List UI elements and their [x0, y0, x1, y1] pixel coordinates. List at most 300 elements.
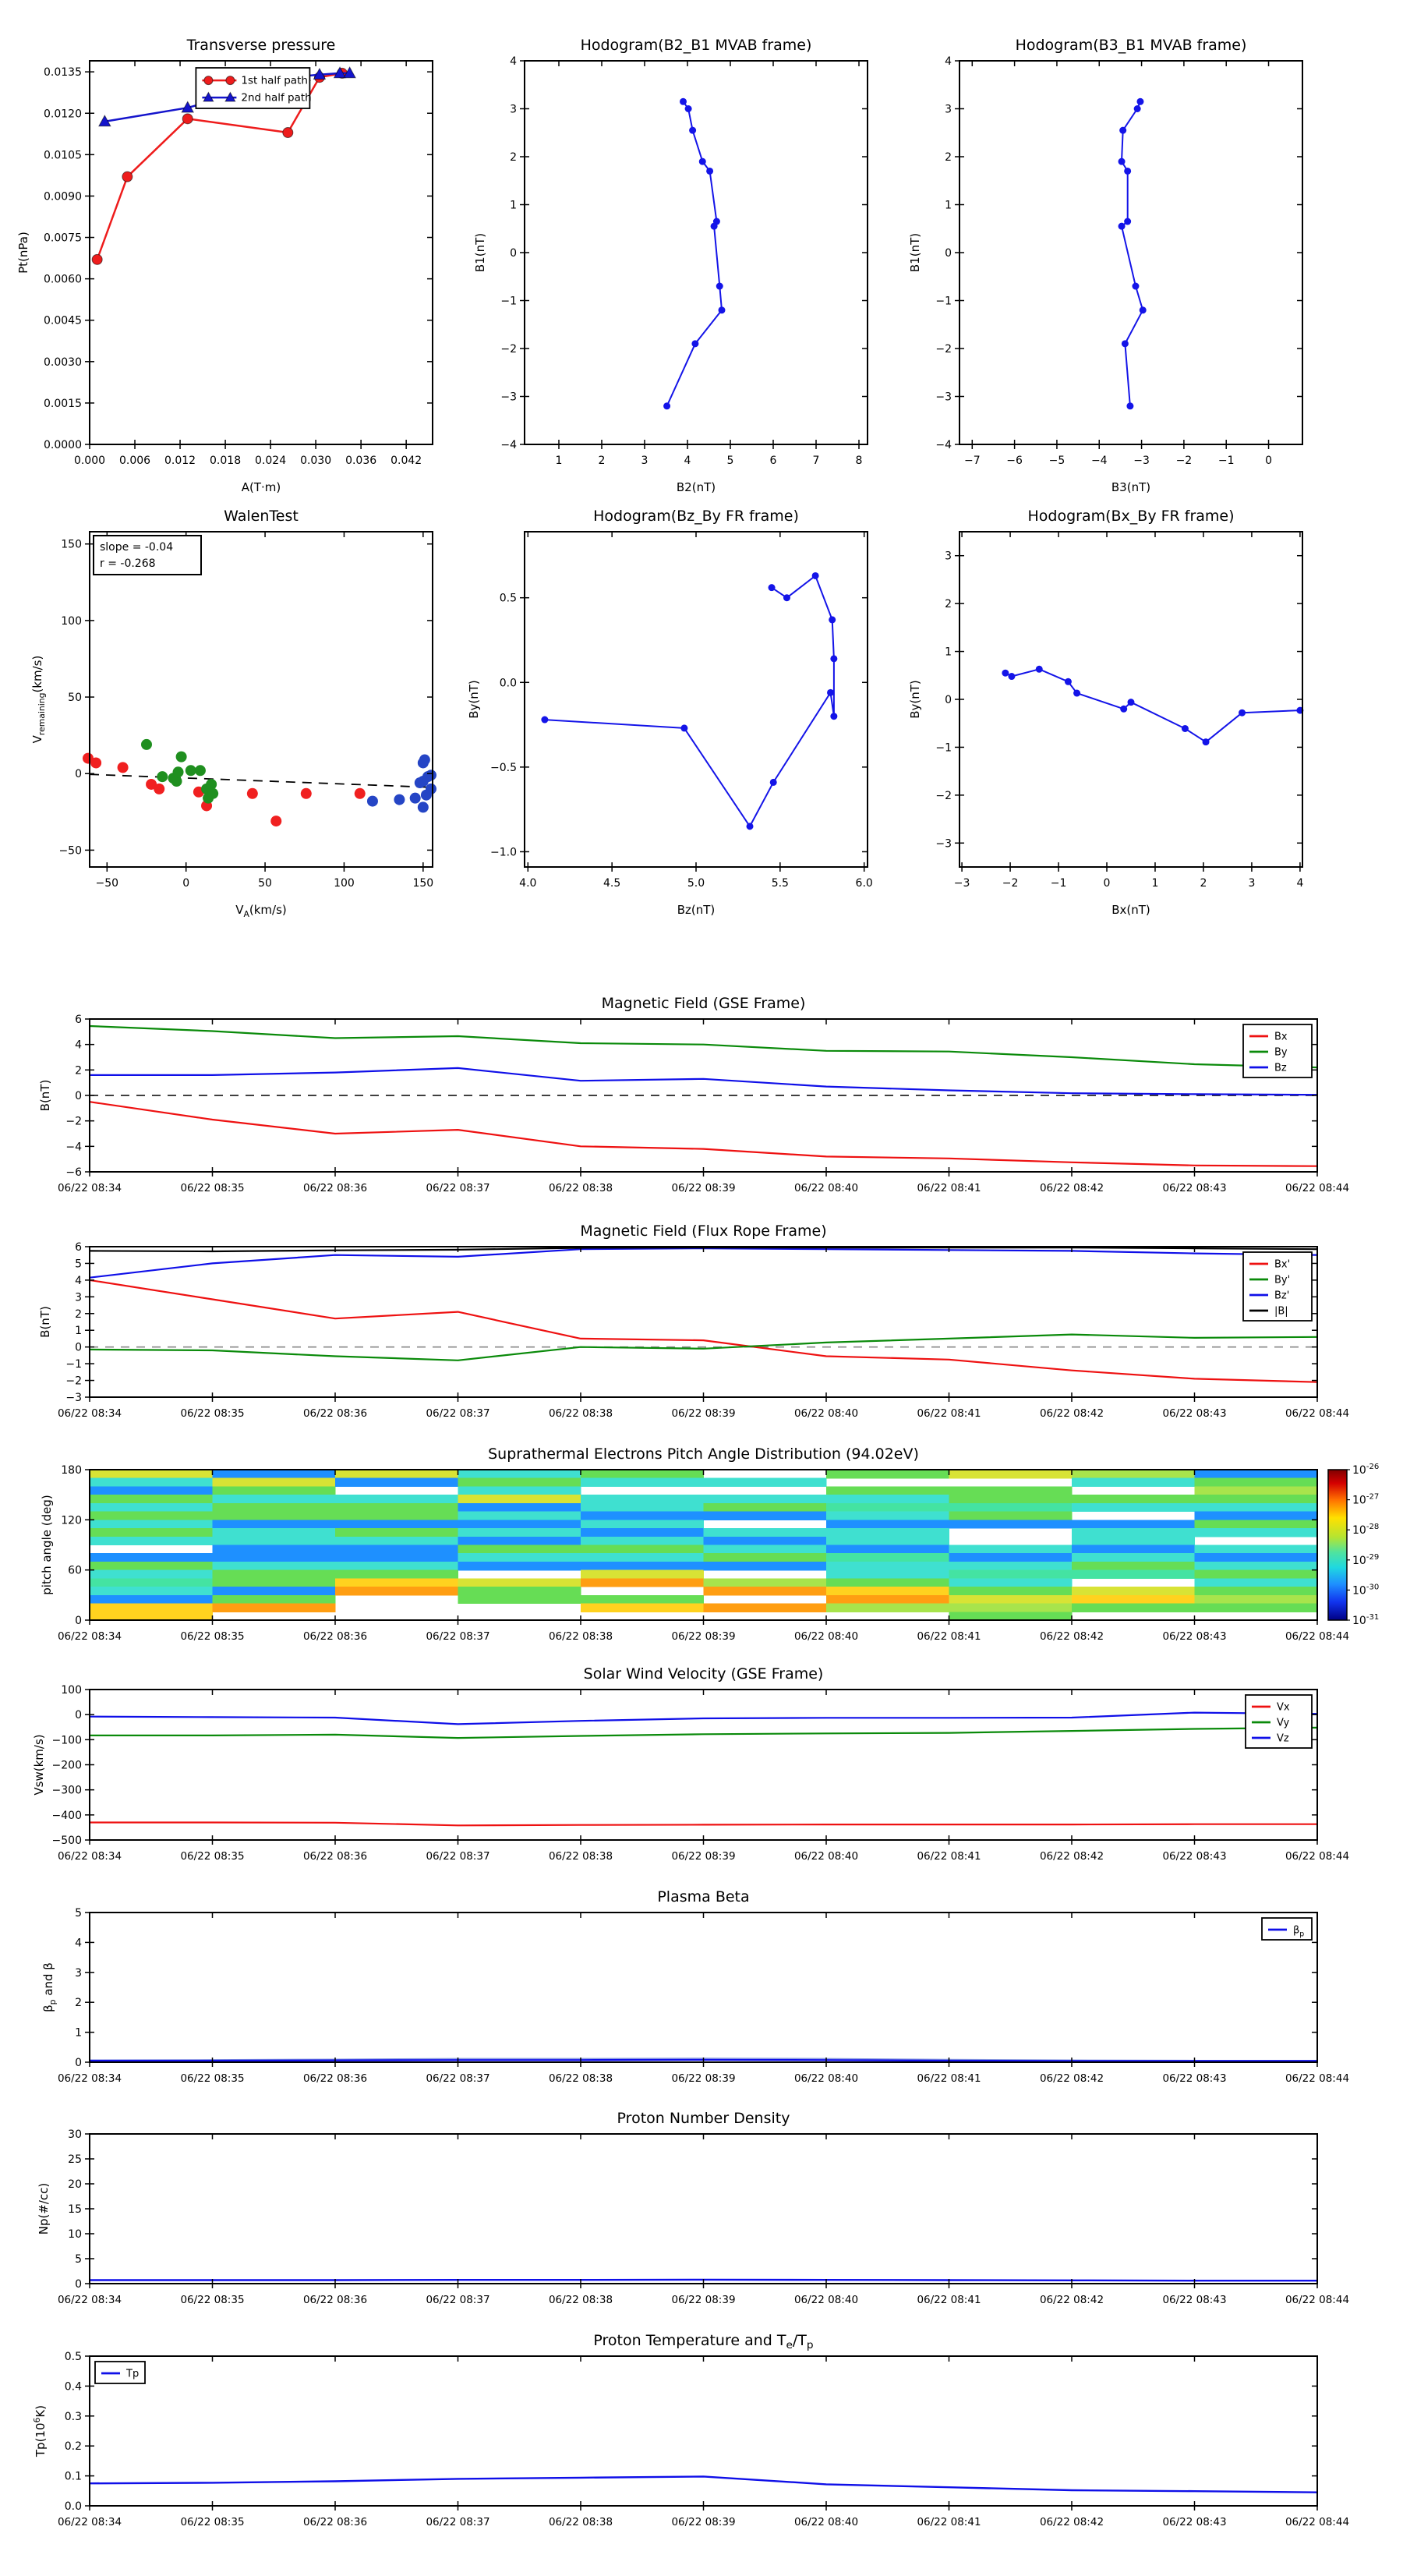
x-tick-label: 06/22 08:35 — [180, 2516, 245, 2528]
colorbar-tick-label: $10^{-30}$ — [1352, 1583, 1380, 1598]
heatmap-cell — [335, 1570, 458, 1579]
x-tick-label: 06/22 08:34 — [57, 1182, 122, 1194]
panel-hodogram-bxby — [908, 508, 1303, 917]
heatmap-cell — [581, 1537, 704, 1545]
y-tick-label: 120 — [61, 1514, 82, 1527]
y-tick-label: 50 — [68, 692, 82, 705]
heatmap-cell — [90, 1553, 213, 1562]
series-line — [90, 2476, 1317, 2492]
x-tick-label: 06/22 08:41 — [917, 2516, 981, 2528]
heatmap-cell — [581, 1470, 704, 1478]
x-tick-label: 06/22 08:43 — [1162, 1182, 1227, 1194]
marker-dot — [827, 689, 834, 696]
x-tick-label: −2 — [1002, 877, 1019, 890]
y-tick-label: 1 — [945, 199, 952, 212]
x-tick-label: 06/22 08:40 — [793, 1850, 859, 1863]
heatmap-cell — [90, 1537, 213, 1545]
heatmap-cell — [213, 1604, 336, 1612]
axes-frame — [525, 61, 868, 444]
heatmap-cell — [581, 1528, 704, 1537]
legend-label: Vy — [1277, 1717, 1290, 1729]
heatmap-cell — [1072, 1570, 1195, 1579]
y-tick-label: 15 — [68, 2203, 82, 2216]
y-tick-label: 0 — [945, 694, 952, 706]
axis-ticks — [500, 55, 868, 467]
y-tick-label: 0.0105 — [44, 149, 82, 162]
panel-hodogram-b3b1 — [908, 37, 1302, 494]
legend-label: $\beta_p$ — [1293, 1924, 1305, 1939]
marker-dot — [1239, 709, 1246, 717]
heatmap-cell — [1195, 1595, 1318, 1604]
heatmap-cell — [1072, 1604, 1195, 1612]
marker-dot — [270, 816, 281, 826]
heatmap-cell — [826, 1545, 949, 1554]
x-tick-label: 06/22 08:34 — [57, 2516, 122, 2528]
x-tick-label: 0.012 — [164, 455, 196, 467]
x-tick-label: 06/22 08:36 — [302, 2294, 368, 2306]
heatmap-cell — [335, 1520, 458, 1528]
x-tick-label: 4 — [1296, 877, 1304, 890]
y-tick-label: −4 — [65, 1141, 82, 1154]
y-tick-label: −2 — [500, 343, 517, 356]
heatmap-cell — [1195, 1478, 1318, 1487]
marker-dot — [141, 739, 152, 750]
x-tick-label: 06/22 08:40 — [793, 2072, 859, 2085]
heatmap-cell — [90, 1495, 213, 1503]
x-tick-label: 06/22 08:40 — [793, 1630, 859, 1643]
heatmap-cell — [1195, 1495, 1318, 1503]
y-tick-label: 2 — [510, 151, 517, 164]
series-scatter-blue — [367, 755, 436, 813]
x-tick-label: 06/22 08:44 — [1285, 1407, 1350, 1420]
heatmap-cell — [949, 1612, 1073, 1620]
heatmap-cell — [213, 1553, 336, 1562]
heatmap-cell — [1195, 1486, 1318, 1495]
panel-tp — [32, 2332, 1349, 2528]
y-tick-label: 0 — [75, 2057, 82, 2069]
marker-dot — [830, 655, 837, 662]
heatmap-cell — [1195, 1470, 1318, 1478]
x-tick-label: 06/22 08:44 — [1285, 1630, 1350, 1643]
y-tick-label: 2 — [945, 151, 952, 164]
marker-dot — [680, 98, 687, 105]
y-tick-label: 10 — [68, 2228, 82, 2241]
series-Vx — [90, 1823, 1317, 1826]
axes-frame — [90, 1913, 1317, 2062]
heatmap-cell — [581, 1520, 704, 1528]
y-tick-label: 0.0045 — [44, 314, 82, 327]
x-tick-label: 06/22 08:42 — [1039, 1850, 1104, 1863]
y-tick-label: −4 — [935, 439, 952, 451]
heatmap-cell — [826, 1495, 949, 1503]
x-tick-label: 06/22 08:38 — [548, 1630, 613, 1643]
legend — [95, 2362, 145, 2383]
series-Bz — [90, 1068, 1317, 1095]
heatmap-cell — [1195, 1545, 1318, 1554]
heatmap-cell — [949, 1495, 1073, 1503]
marker-circle — [283, 128, 293, 138]
heatmap-cell — [704, 1587, 827, 1595]
series-B2B1 — [663, 98, 725, 410]
axis-ticks — [58, 1241, 1349, 1420]
marker-dot — [118, 762, 129, 773]
heatmap-cell — [90, 1578, 213, 1587]
y-tick-label: 150 — [61, 538, 82, 551]
heatmap-cell — [1072, 1503, 1195, 1512]
x-tick-label: 06/22 08:38 — [548, 2294, 613, 2306]
panel-transverse-pressure — [16, 37, 433, 494]
x-tick-label: 06/22 08:35 — [180, 1182, 245, 1194]
series-line — [90, 1102, 1317, 1166]
heatmap-cell — [826, 1562, 949, 1570]
y-tick-label: −2 — [935, 343, 952, 356]
heatmap-cell — [213, 1486, 336, 1495]
x-tick-label: −5 — [1048, 455, 1066, 467]
y-tick-label: −1.0 — [490, 846, 517, 859]
x-tick-label: 50 — [258, 877, 272, 890]
x-tick-label: 06/22 08:41 — [917, 1407, 981, 1420]
y-tick-label: 5 — [75, 2253, 82, 2266]
panel-beta — [41, 1888, 1349, 2085]
heatmap-cell — [90, 1570, 213, 1579]
series-line — [90, 1248, 1317, 1278]
x-tick-label: −2 — [1175, 455, 1193, 467]
series-Bx — [90, 1102, 1317, 1166]
heatmap-cell — [826, 1570, 949, 1579]
colorbar-tick-label: $10^{-31}$ — [1352, 1613, 1380, 1627]
marker-dot — [1126, 402, 1133, 409]
heatmap-cell — [458, 1528, 581, 1537]
marker-dot — [1073, 690, 1080, 697]
x-tick-label: 06/22 08:39 — [671, 2072, 736, 2085]
marker-dot — [207, 788, 218, 799]
chart-title-hodogram-bxby: Hodogram(Bx_By FR frame) — [1027, 508, 1235, 525]
marker-dot — [154, 784, 164, 794]
heatmap-cell — [1072, 1595, 1195, 1604]
y-tick-label: 2 — [75, 1064, 82, 1077]
x-tick-label: 06/22 08:42 — [1039, 1630, 1104, 1643]
heatmap-cell — [90, 1562, 213, 1570]
heatmap-cell — [213, 1512, 336, 1520]
y-tick-label: 1 — [945, 646, 952, 659]
heatmap-cell — [335, 1495, 458, 1503]
x-tick-label: 06/22 08:37 — [426, 1850, 490, 1863]
y-axis-label: B(nT) — [38, 1079, 52, 1112]
y-tick-label: −50 — [58, 844, 82, 858]
x-tick-label: −1 — [1217, 455, 1235, 467]
y-tick-label: 3 — [75, 1291, 82, 1304]
heatmap-cell — [90, 1587, 213, 1595]
y-tick-label: 1 — [510, 199, 517, 212]
x-tick-label: 0.036 — [345, 455, 377, 467]
y-tick-label: 3 — [75, 1966, 82, 1980]
chart-title-vsw: Solar Wind Velocity (GSE Frame) — [583, 1665, 824, 1683]
x-tick-label: 06/22 08:38 — [548, 1182, 613, 1194]
y-tick-label: −6 — [65, 1166, 82, 1179]
heatmap-cell — [1072, 1470, 1195, 1478]
y-tick-label: 4 — [945, 55, 952, 68]
x-tick-label: 7 — [812, 455, 820, 467]
x-tick-label: 06/22 08:43 — [1162, 2516, 1227, 2528]
heatmap-cell — [704, 1528, 827, 1537]
heatmap-cell — [90, 1604, 213, 1612]
x-tick-label: −4 — [1090, 455, 1108, 467]
series-Vz — [90, 1713, 1317, 1725]
x-tick-label: 4 — [684, 455, 691, 467]
colorbar-tick-label: $10^{-29}$ — [1352, 1552, 1380, 1567]
heatmap-cell — [213, 1587, 336, 1595]
x-tick-label: 0.030 — [300, 455, 332, 467]
y-tick-label: −1 — [935, 295, 952, 308]
x-tick-label: 06/22 08:42 — [1039, 2072, 1104, 2085]
heatmap-cell — [213, 1470, 336, 1478]
x-tick-label: 100 — [334, 877, 355, 890]
marker-dot — [691, 340, 698, 347]
x-tick-label: 1 — [555, 455, 563, 467]
x-tick-label: 06/22 08:40 — [793, 1182, 859, 1194]
y-tick-label: 180 — [61, 1464, 82, 1477]
heatmap-cell — [90, 1486, 213, 1495]
marker-dot — [355, 788, 366, 799]
heatmap-cell — [90, 1595, 213, 1604]
x-tick-label: 06/22 08:37 — [426, 2516, 490, 2528]
x-tick-label: 06/22 08:34 — [57, 2072, 122, 2085]
heatmap-cell — [826, 1512, 949, 1520]
y-tick-label: 0.0075 — [44, 232, 82, 245]
y-tick-label: −4 — [500, 439, 517, 451]
axis-ticks — [935, 532, 1303, 890]
x-tick-label: 06/22 08:39 — [671, 2516, 736, 2528]
x-axis-label: Bz(nT) — [677, 903, 716, 917]
y-tick-label: 0 — [75, 1341, 82, 1354]
marker-dot — [663, 402, 670, 409]
marker-dot — [426, 770, 436, 780]
y-tick-label: −3 — [935, 837, 952, 851]
y-tick-label: 0.0 — [64, 2500, 82, 2513]
x-tick-label: 06/22 08:36 — [302, 1182, 368, 1194]
marker-dot — [1119, 223, 1126, 230]
x-tick-label: −3 — [953, 877, 970, 890]
heatmap-cell — [949, 1587, 1073, 1595]
series-Vy — [90, 1728, 1317, 1738]
heatmap-cell — [1072, 1478, 1195, 1487]
x-tick-label: 06/22 08:34 — [57, 1850, 122, 1863]
heatmap-cell — [949, 1595, 1073, 1604]
y-tick-label: 4 — [510, 55, 517, 68]
y-tick-label: 100 — [61, 1684, 82, 1697]
y-tick-label: 2 — [75, 1997, 82, 2010]
heatmap-cell — [949, 1486, 1073, 1495]
y-tick-label: 0 — [510, 247, 517, 260]
heatmap-cell — [1195, 1570, 1318, 1579]
y-axis-label: $\beta_p$ and β — [41, 1962, 58, 2012]
marker-dot — [419, 755, 430, 766]
x-tick-label: 06/22 08:35 — [180, 1850, 245, 1863]
series-line — [90, 1280, 1317, 1382]
y-tick-label: 6 — [75, 1241, 82, 1254]
axis-ticks — [58, 2351, 1349, 2528]
marker-dot — [206, 779, 217, 790]
heatmap-cell — [826, 1587, 949, 1595]
series-By — [90, 1026, 1317, 1067]
marker-circle — [122, 172, 133, 182]
heatmap-cell — [458, 1578, 581, 1587]
legend-label: Vx — [1277, 1701, 1290, 1714]
marker-dot — [830, 713, 837, 720]
marker-dot — [394, 794, 405, 805]
heatmap-cell — [1072, 1587, 1195, 1595]
x-tick-label: 06/22 08:41 — [917, 1850, 981, 1863]
heatmap-cell — [826, 1470, 949, 1478]
x-tick-label: 06/22 08:37 — [426, 1630, 490, 1643]
heatmap-cell — [949, 1553, 1073, 1562]
legend-label: Tp — [126, 2368, 140, 2380]
marker-dot — [770, 779, 777, 786]
heatmap-cell — [826, 1486, 949, 1495]
heatmap-cell — [90, 1512, 213, 1520]
marker-dot — [90, 757, 101, 768]
y-tick-label: 0.0090 — [44, 190, 82, 203]
marker-dot — [367, 796, 378, 807]
x-tick-label: 06/22 08:37 — [426, 2072, 490, 2085]
chart-title-beta: Plasma Beta — [657, 1888, 750, 1905]
series-line — [90, 774, 433, 787]
heatmap-cell — [335, 1578, 458, 1587]
heatmap-cell — [704, 1495, 827, 1503]
panel-vsw — [32, 1665, 1349, 1863]
heatmap-cell — [458, 1595, 581, 1604]
heatmap-cell — [704, 1537, 827, 1545]
heatmap-cell — [949, 1520, 1073, 1528]
x-tick-label: 0.018 — [210, 455, 242, 467]
heatmap-cell — [458, 1545, 581, 1554]
panel-b-fr — [38, 1223, 1349, 1420]
x-tick-label: 3 — [1248, 877, 1256, 890]
y-tick-label: 3 — [945, 550, 952, 563]
x-tick-label: 06/22 08:37 — [426, 1182, 490, 1194]
marker-dot — [1140, 306, 1147, 313]
heatmap-cell — [1195, 1528, 1318, 1537]
x-tick-label: 2 — [598, 455, 606, 467]
heatmap-cell — [826, 1578, 949, 1587]
y-tick-label: 60 — [68, 1564, 82, 1577]
y-tick-label: 6 — [75, 1014, 82, 1026]
marker-dot — [689, 127, 696, 134]
heatmap-cell — [826, 1595, 949, 1604]
y-tick-label: −400 — [51, 1809, 82, 1822]
x-tick-label: 06/22 08:41 — [917, 1630, 981, 1643]
heatmap-cell — [213, 1545, 336, 1554]
x-tick-label: 06/22 08:44 — [1285, 2516, 1350, 2528]
x-tick-label: 06/22 08:36 — [302, 1850, 368, 1863]
x-tick-label: 06/22 08:36 — [302, 1407, 368, 1420]
marker-dot — [747, 823, 754, 830]
heatmap-cell — [581, 1495, 704, 1503]
y-axis-label: $Tp(10^6K)$ — [32, 2404, 48, 2457]
marker-dot — [171, 776, 182, 787]
x-axis-label: B3(nT) — [1111, 480, 1151, 494]
marker-dot — [1132, 283, 1139, 290]
y-axis-label: pitch angle (deg) — [40, 1495, 54, 1595]
y-tick-label: −2 — [65, 1115, 82, 1128]
heatmap-cell — [1072, 1553, 1195, 1562]
heatmap-cell — [1072, 1545, 1195, 1554]
heatmap-cell — [90, 1470, 213, 1478]
heatmap-cell — [458, 1470, 581, 1478]
heatmap-cell — [826, 1537, 949, 1545]
marker-dot — [1065, 678, 1072, 685]
heatmap-cell — [335, 1587, 458, 1595]
marker-dot — [1002, 670, 1009, 677]
heatmap-cell — [90, 1612, 213, 1620]
y-tick-label: −0.5 — [490, 761, 517, 774]
axis-ticks — [490, 532, 873, 890]
y-tick-label: 0.5 — [499, 592, 517, 605]
y-tick-label: 20 — [68, 2178, 82, 2191]
x-tick-label: 06/22 08:35 — [180, 2072, 245, 2085]
heatmap-cell — [581, 1478, 704, 1487]
chart-title-transverse-pressure: Transverse pressure — [186, 37, 336, 54]
marker-dot — [1119, 127, 1126, 134]
x-tick-label: 06/22 08:34 — [57, 2294, 122, 2306]
marker-dot — [173, 766, 184, 777]
x-tick-label: −6 — [1006, 455, 1023, 467]
heatmap-cell — [458, 1553, 581, 1562]
heatmap-cell — [458, 1520, 581, 1528]
panel-b-gse — [38, 995, 1349, 1194]
series-Bx' — [90, 1280, 1317, 1382]
marker-dot — [1124, 168, 1131, 175]
x-tick-label: 06/22 08:41 — [917, 2072, 981, 2085]
heatmap-cell — [581, 1553, 704, 1562]
x-tick-label: −3 — [1133, 455, 1150, 467]
heatmap-cell — [335, 1503, 458, 1512]
heatmap-cell — [458, 1486, 581, 1495]
heatmap-cell — [949, 1470, 1073, 1478]
y-axis-label: $V_{remaining}(km/s)$ — [30, 655, 47, 744]
y-axis-label: By(nT) — [467, 680, 481, 719]
y-tick-label: −3 — [500, 391, 517, 404]
y-tick-label: 0.5 — [64, 2351, 82, 2363]
marker-dot — [719, 306, 726, 313]
y-tick-label: 3 — [945, 103, 952, 116]
series-trend — [90, 774, 433, 787]
y-tick-label: 0 — [75, 1709, 82, 1722]
y-tick-label: 5 — [75, 1258, 82, 1271]
y-tick-label: 1 — [75, 2026, 82, 2040]
marker-dot — [1122, 340, 1129, 347]
y-tick-label: 4 — [75, 1937, 82, 1950]
marker-dot — [1124, 218, 1131, 225]
x-tick-label: 0 — [182, 877, 190, 890]
y-tick-label: −3 — [935, 391, 952, 404]
annotation-line: r = -0.268 — [100, 557, 156, 570]
x-tick-label: 06/22 08:39 — [671, 1630, 736, 1643]
heatmap-cell — [90, 1503, 213, 1512]
axis-ticks — [58, 532, 433, 890]
heatmap-cell — [458, 1562, 581, 1570]
y-tick-label: −2 — [65, 1375, 82, 1388]
x-tick-label: 06/22 08:42 — [1039, 1407, 1104, 1420]
x-tick-label: −1 — [1050, 877, 1067, 890]
x-tick-label: 0.042 — [391, 455, 422, 467]
y-tick-label: 0.0030 — [44, 356, 82, 369]
marker-dot — [1119, 158, 1126, 165]
heatmap-cell — [581, 1604, 704, 1612]
series-Bz' — [90, 1248, 1317, 1278]
axes-frame — [90, 1690, 1317, 1840]
axes-frame — [90, 532, 433, 867]
